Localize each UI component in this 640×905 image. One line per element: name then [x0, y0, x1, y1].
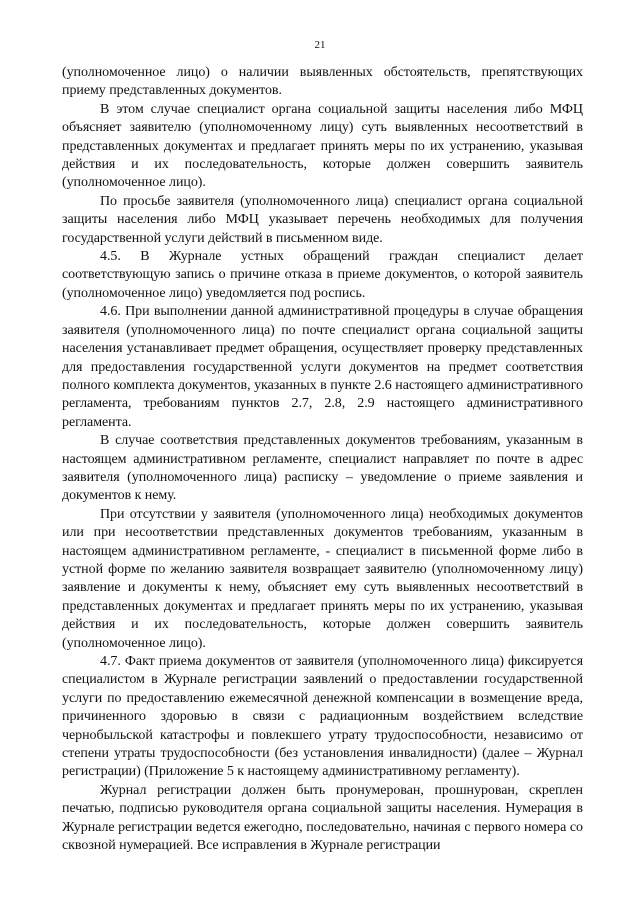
- paragraph: По просьбе заявителя (уполномоченного лица) специалист органа социальной защиты населения либо МФЦ указывает перечень необходимых для получения государственной услуги действий в письменном виде.: [62, 193, 583, 246]
- paragraph: В этом случае специалист органа социальной защиты населения либо МФЦ объясняет заявителю (уполномоченному лицу) суть выявленных несоответствий в представленных документах и предлагает принять меры по их устранению, указывая действия и их последовательность, которые должен совершить заявитель (уполномоченное лицо).: [62, 101, 583, 191]
- paragraph: (уполномоченное лицо) о наличии выявленных обстоятельств, препятствующих приему представленных документов.: [62, 65, 583, 99]
- paragraph: Журнал регистрации должен быть пронумерован, прошнурован, скреплен печатью, подписью руководителя органа социальной защиты населения. Нумерация в Журнале регистрации ведется ежегодно, последовательно, начиная с первого номера со сквозной нумерацией. Все исправления в Журнале регистрации: [62, 782, 583, 854]
- paragraph: При отсутствии у заявителя (уполномоченного лица) необходимых документов или при несоответствии представленных документов требованиям, указанным в настоящем административном регламенте, - специалист в письменной форме либо в устной форме по желанию заявителя возвращает заявителю (уполномоченному лицу) заявление и документы к нему, объясняет ему суть выявленных несоответствий в представленных документах и предлагает принять меры по их устранению, указывая действия и их последовательность, которые должен совершить заявитель (уполномоченное лицо).: [62, 506, 583, 651]
- page-number: 21: [314, 39, 326, 51]
- paragraph: 4.7. Факт приема документов от заявителя (уполномоченного лица) фиксируется специалистом в Журнале регистрации заявлений о предоставлении государственной услуги по предоставлению ежемесячной денежной компенсации в возмещение вреда, причиненного здоровью в связи с радиационным воздействием вследствие чернобыльской катастрофы и повлекшего утрату трудоспособности, независимо от степени утраты трудоспособности (без установления инвалидности) (далее – Журнал регистрации) (Приложение 5 к настоящему административному регламенту).: [62, 654, 583, 780]
- paragraph: 4.6. При выполнении данной административной процедуры в случае обращения заявителя (уполномоченного лица) по почте специалист органа социальной защиты населения устанавливает предмет обращения, осуществляет проверку представленных для предоставления государственной услуги документов на предмет соответствия полного комплекта документов, указанных в пункте 2.6 настоящего административного регламента, требованиям пунктов 2.7, 2.8, 2.9 настоящего административного регламента.: [62, 304, 583, 430]
- document-body: [62, 64, 583, 855]
- paragraph: В случае соответствия представленных документов требованиям, указанным в настоящем административном регламенте, специалист направляет по почте в адрес заявителя (уполномоченного лица) расписку – уведомление о приеме заявления и документов к нему.: [62, 433, 583, 504]
- paragraph: 4.5. В Журнале устных обращений граждан специалист делает соответствующую запись о причине отказа в приеме документов, о которой заявитель (уполномоченное лицо) уведомляется под роспись.: [62, 249, 583, 301]
